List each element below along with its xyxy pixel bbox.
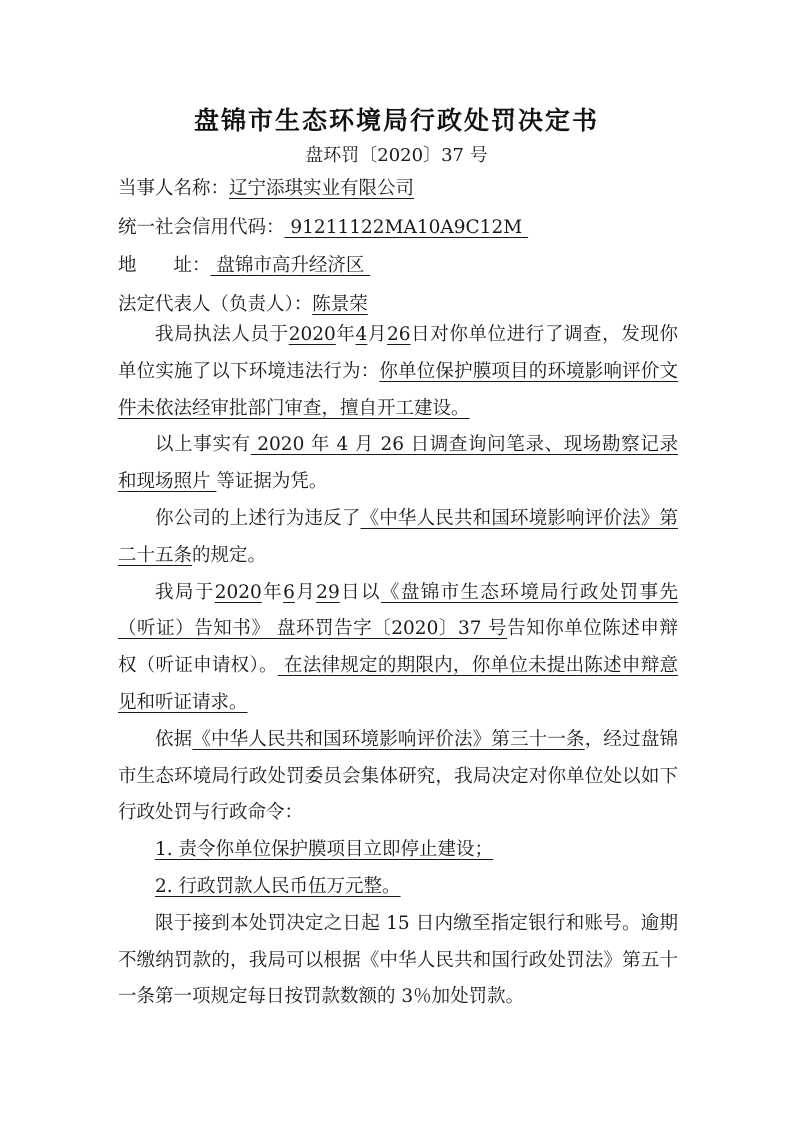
penalty-basis-law: 《中华人民共和国环境影响评价法》第三十一条	[192, 728, 585, 750]
investigation-day: 26	[387, 324, 411, 345]
text-segment: 年	[261, 581, 284, 603]
payment-deadline-paragraph: 限于接到本处罚决定之日起 15 日内缴至指定银行和账号。逾期不缴纳罚款的，我局可以根据《中华人民共和国行政处罚法》第五十一条第一项规定每日按罚款数额的 3％加处罚款。	[118, 912, 678, 1008]
notice-document: 《盘锦市生态环境局行政处罚事先（听证）告知书》 盘环罚告字〔2020〕37 号	[118, 581, 678, 640]
text-segment: 依据	[155, 728, 193, 750]
party-name-value: 辽宁添琪实业有限公司	[229, 178, 415, 199]
notice-month: 6	[283, 581, 295, 603]
violated-law: 《中华人民共和国环境影响评价法》第二十五条	[118, 507, 678, 566]
evidence-list: 2020 年 4 月 26 日调查询问笔录、现场勘察记录和现场照片	[118, 434, 678, 493]
notice-result: 在法律规定的期限内，你单位未提出陈述申辩意见和听证请求。	[118, 655, 678, 713]
investigation-month: 4	[355, 324, 368, 345]
text-segment: 日以	[339, 581, 381, 603]
text-segment: 我局于	[155, 581, 215, 603]
credit-code-value: 91211122MA10A9C12M	[284, 216, 529, 238]
notice-paragraph	[118, 575, 678, 722]
penalty-item	[118, 832, 678, 869]
party-info	[118, 170, 678, 324]
text-segment: 我局执法人员于	[155, 324, 289, 345]
notice-year: 2020	[214, 581, 262, 603]
text-segment: 你公司的上述行为违反了	[155, 507, 361, 529]
text-segment: 月	[367, 324, 387, 345]
text-segment: 等证据为凭。	[216, 471, 328, 493]
document-title: 盘锦市生态环境局行政处罚决定书	[193, 106, 599, 135]
party-name-label: 当事人名称：	[118, 178, 230, 199]
investigation-year: 2020	[288, 324, 336, 345]
penalty-item-text: 1. 责令你单位保护膜项目立即停止建设；	[155, 839, 494, 861]
text-segment: 的规定。	[192, 544, 267, 566]
violation-description: 你单位保护膜项目的环境影响评价文件未依法经审批部门审查，擅自开工建设。	[118, 360, 678, 419]
investigation-paragraph	[118, 317, 678, 427]
text-segment: 以上事实有	[155, 434, 251, 456]
legal-rep-label: 法定代表人（负责人）：	[118, 293, 313, 315]
violated-law-paragraph	[118, 501, 678, 575]
text-segment: 告知你单位陈述申辩权（听证申请权）。	[118, 618, 678, 677]
text-segment: ，经过盘锦市生态环境局行政处罚委员会集体研究，我局决定对你单位处以如下行政处罚与行政命令：	[118, 728, 678, 824]
decision-body	[118, 317, 678, 1016]
credit-code-row	[118, 209, 678, 248]
address-label: 地 址：	[118, 255, 211, 276]
credit-code-label: 统一社会信用代码：	[118, 216, 285, 238]
legal-rep-value: 陈景荣	[312, 293, 368, 315]
penalty-item	[118, 869, 678, 906]
document-number: 盘环罚〔2020〕37 号	[305, 145, 488, 166]
penalty-item-text: 2. 行政罚款人民币伍万元整。	[155, 875, 401, 897]
penalty-basis-paragraph	[118, 722, 678, 832]
notice-day: 29	[316, 581, 340, 603]
text-segment: 月	[294, 581, 317, 603]
text-segment: 年	[335, 324, 356, 345]
party-name-row	[118, 170, 678, 209]
address-row	[118, 247, 678, 286]
text-segment: 日对你单位进行了调查，发现你单位实施了以下环境违法行为：	[118, 324, 678, 382]
address-value: 盘锦市高升经济区	[210, 255, 371, 276]
evidence-paragraph	[118, 427, 678, 501]
